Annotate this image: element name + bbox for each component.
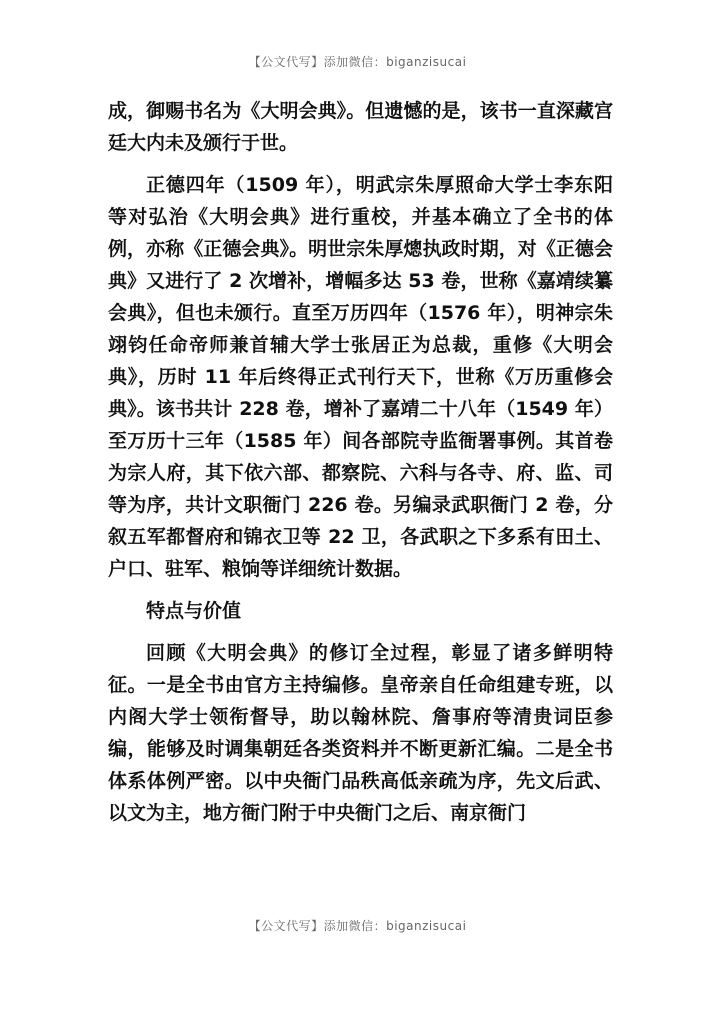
footer-watermark: 【公文代写】添加微信：biganzisucai [248,919,467,933]
paragraph-1: 成，御赐书名为《大明会典》。但遗憾的是，该书一直深藏宫廷大内未及颁行于世。 [108,100,613,154]
header-watermark: 【公文代写】添加微信：biganzisucai [248,55,467,69]
section-heading: 特点与价值 [146,600,242,622]
document-body [108,95,613,829]
paragraph-3: 回顾《大明会典》的修订全过程，彰显了诸多鲜明特征。一是全书由官方主持编修。皇帝亲自任命组建专班，以内阁大学士领衔督导，助以翰林院、詹事府等清贵词臣参编，能够及时调集朝廷各类资料并不断更新汇编。二是全书体系体例严密。以中央衙门品秩高低亲疏为序，先文后武、以文为主，地方衙门附于中央衙门之后、南京衙门 [108,642,613,824]
paragraph-2: 正德四年（1509 年），明武宗朱厚照命大学士李东阳等对弘治《大明会典》进行重校，并基本确立了全书的体例，亦称《正德会典》。明世宗朱厚熜执政时期，对《正德会典》又进行了 2 次增补，增幅多达 53 卷，世称《嘉靖续纂会典》，但也未颁行。直至万历四年（1576 年），明神宗朱翊钧任命帝师兼首辅大学士张居正为总裁，重修《大明会典》，历时 11 年后终得正式刊行天下，世称《万历重修会典》。该书共计 228 卷，增补了嘉靖二十八年（1549 年）至万历十三年（1585 年）间各部院寺监衙署事例。其首卷为宗人府，其下依六部、都察院、六科与各寺、府、监、司等为序，共计文职衙门 226 卷。另编录武职衙门 2 卷，分叙五军都督府和锦衣卫等 22 卫，各武职之下多系有田土、户口、驻军、粮饷等详细统计数据。 [108,174,613,580]
